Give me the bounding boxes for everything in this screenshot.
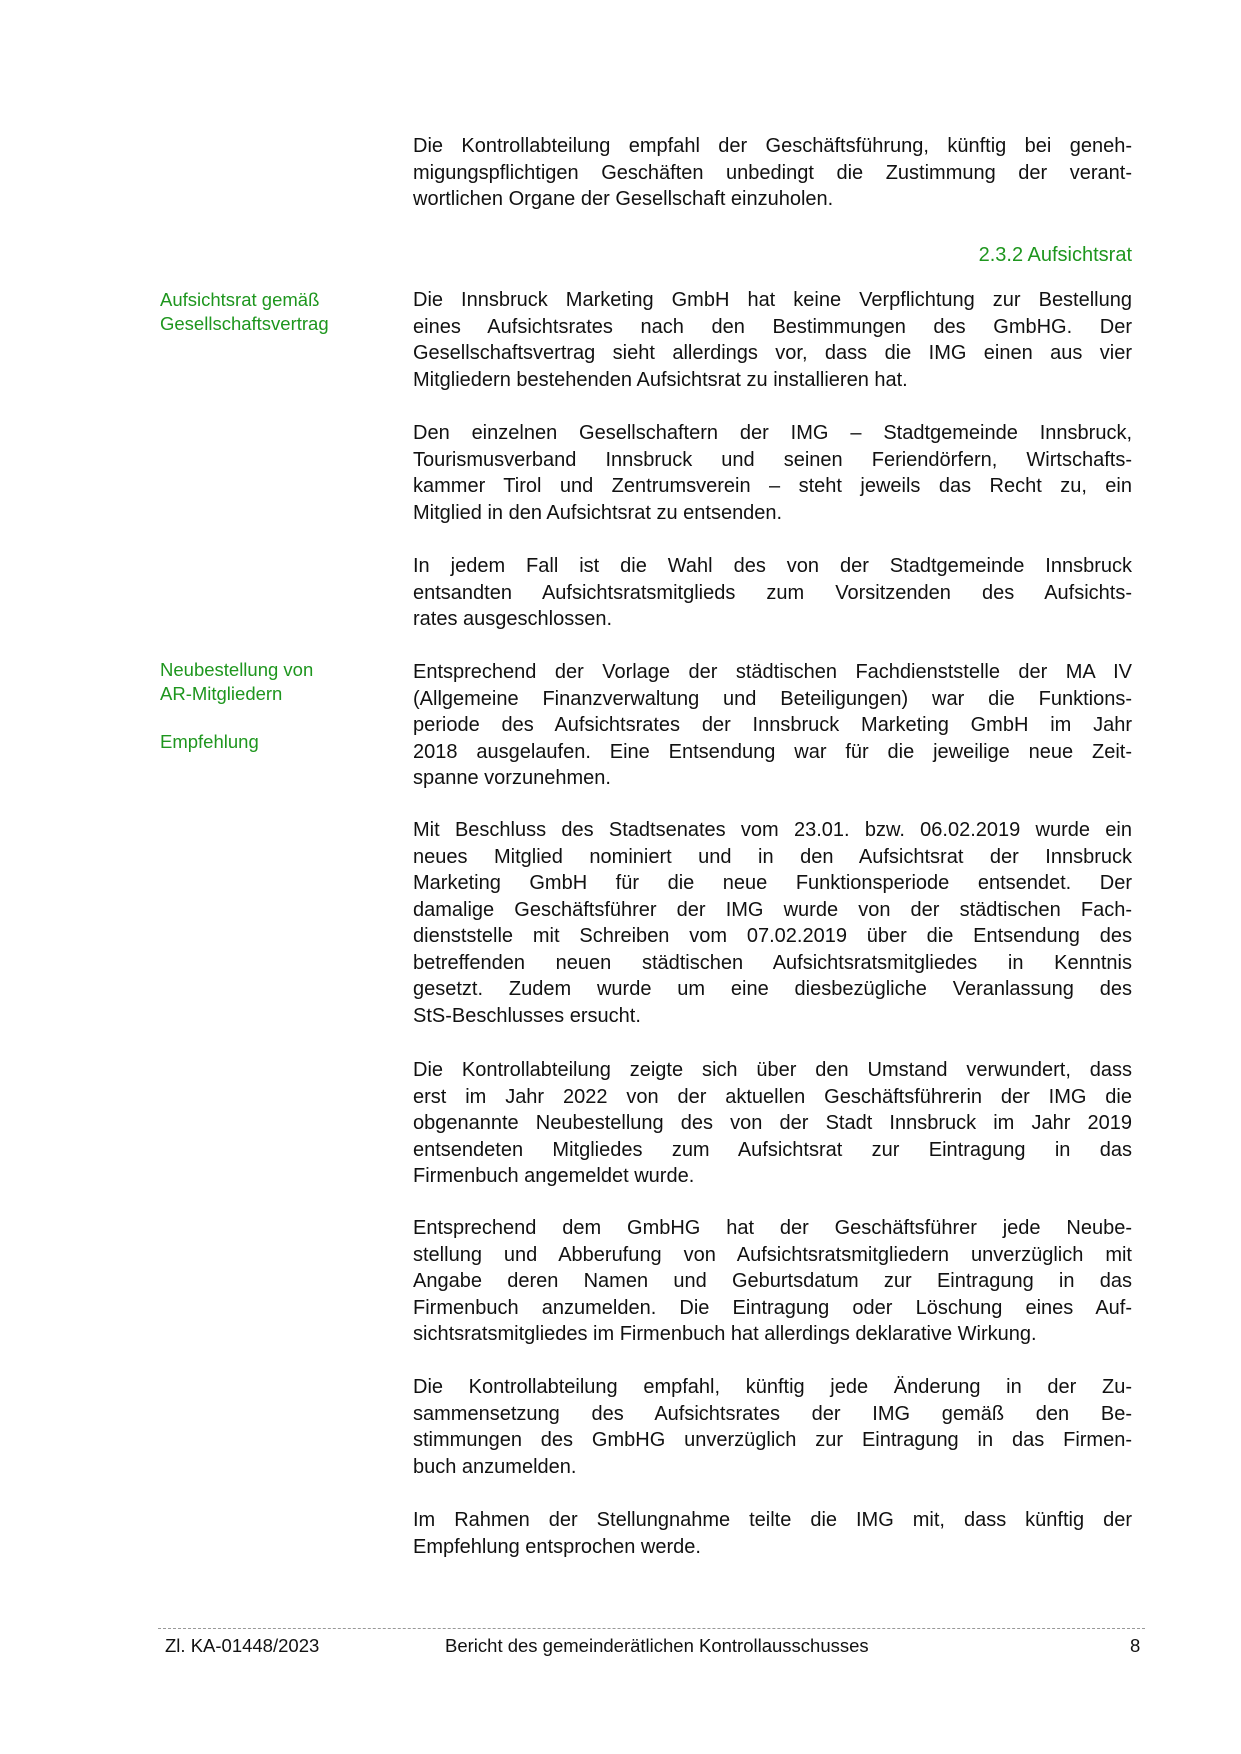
text-line: Empfehlung entsprochen werde. xyxy=(413,1535,701,1558)
text-line: eines Aufsichtsrates nach den Bestimmungen des GmbHG. Der xyxy=(413,315,1132,338)
paragraph xyxy=(413,1057,1132,1190)
text-line: betreffenden neuen städtischen Aufsichtsratsmitgliedes in Kenntnis xyxy=(413,951,1132,974)
text-line: StS-Beschlusses ersucht. xyxy=(413,1004,641,1027)
text-line: 2018 ausgelaufen. Eine Entsendung war für die jeweilige neue Zeit- xyxy=(413,740,1132,763)
text-line: Entsprechend der Vorlage der städtischen Fachdienststelle der MA IV xyxy=(413,661,1132,683)
paragraph xyxy=(413,553,1132,633)
text-line: Die Innsbruck Marketing GmbH hat keine Verpflichtung zur Bestellung xyxy=(413,289,1132,311)
paragraph xyxy=(413,420,1132,526)
footer-divider xyxy=(158,1628,1145,1629)
paragraph xyxy=(413,287,1132,393)
footer-title: Bericht des gemeinderätlichen Kontrollausschusses xyxy=(445,1635,869,1656)
paragraph xyxy=(413,1507,1132,1560)
text-line: Mit Beschluss des Stadtsenates vom 23.01. bzw. 06.02.2019 wurde ein xyxy=(413,819,1132,841)
text-line: obgenannte Neubestellung des von der Stadt Innsbruck im Jahr 2019 xyxy=(413,1112,1132,1135)
text-line: In jedem Fall ist die Wahl des von der Stadtgemeinde Innsbruck xyxy=(413,555,1132,577)
margin-note-aufsichtsrat xyxy=(160,288,329,336)
text-line: Im Rahmen der Stellungnahme teilte die IMG mit, dass künftig der xyxy=(413,1509,1132,1531)
margin-note-line: Neubestellung von xyxy=(160,659,314,680)
text-line: Den einzelnen Gesellschaftern der IMG – Stadtgemeinde Innsbruck, xyxy=(413,422,1132,444)
margin-note-line: AR-Mitgliedern xyxy=(160,683,283,704)
text-line: entsandten Aufsichtsratsmitglieds zum Vorsitzenden des Aufsichts- xyxy=(413,581,1132,604)
text-line: kammer Tirol und Zentrumsverein – steht jeweils das Recht zu, ein xyxy=(413,475,1132,498)
text-line: sichtsratsmitgliedes im Firmenbuch hat allerdings deklarative Wirkung. xyxy=(413,1323,1037,1346)
text-line: stimmungen des GmbHG unverzüglich zur Eintragung in das Firmen- xyxy=(413,1429,1132,1452)
text-line: Marketing GmbH für die neue Funktionsperiode entsendet. Der xyxy=(413,872,1132,895)
text-line: Die Kontrollabteilung empfahl, künftig jede Änderung in der Zu- xyxy=(413,1376,1132,1398)
text-line: damalige Geschäftsführer der IMG wurde von der städtischen Fach- xyxy=(413,898,1132,921)
text-line: stellung und Abberufung von Aufsichtsratsmitgliedern unverzüglich mit xyxy=(413,1243,1132,1266)
margin-note-empfehlung: Empfehlung xyxy=(160,731,259,752)
text-line: Mitglied in den Aufsichtsrat zu entsenden. xyxy=(413,501,783,524)
paragraph xyxy=(413,133,1132,213)
text-line: Mitgliedern bestehenden Aufsichtsrat zu installieren hat. xyxy=(413,368,908,391)
margin-note-neubestellung xyxy=(160,658,313,706)
text-line: migungspflichtigen Geschäften unbedingt die Zustimmung der verant- xyxy=(413,161,1132,184)
margin-note-line: Gesellschaftsvertrag xyxy=(160,313,329,334)
text-line: Entsprechend dem GmbHG hat der Geschäftsführer jede Neube- xyxy=(413,1217,1132,1239)
text-line: periode des Aufsichtsrates der Innsbruck Marketing GmbH im Jahr xyxy=(413,714,1132,737)
page-number: 8 xyxy=(1130,1635,1141,1656)
text-line: buch anzumelden. xyxy=(413,1455,577,1478)
text-line: entsendeten Mitgliedes zum Aufsichtsrat zur Eintragung in das xyxy=(413,1138,1132,1161)
text-line: dienststelle mit Schreiben vom 07.02.2019 über die Entsendung des xyxy=(413,925,1132,948)
text-line: Firmenbuch anzumelden. Die Eintragung oder Löschung eines Auf- xyxy=(413,1296,1132,1319)
margin-note-line: Aufsichtsrat gemäß xyxy=(160,289,320,310)
text-line: Angabe deren Namen und Geburtsdatum zur Eintragung in das xyxy=(413,1270,1132,1293)
text-line: neues Mitglied nominiert und in den Aufsichtsrat der Innsbruck xyxy=(413,845,1132,868)
text-line: rates ausgeschlossen. xyxy=(413,608,613,631)
text-line: wortlichen Organe der Gesellschaft einzuholen. xyxy=(413,188,834,211)
text-line: Die Kontrollabteilung empfahl der Geschäftsführung, künftig bei geneh- xyxy=(413,135,1132,157)
text-line: Gesellschaftsvertrag sieht allerdings vor, dass die IMG einen aus vier xyxy=(413,342,1132,365)
paragraph xyxy=(413,659,1132,792)
text-line: erst im Jahr 2022 von der aktuellen Geschäftsführerin der IMG die xyxy=(413,1085,1132,1108)
paragraph xyxy=(413,817,1132,1029)
text-line: spanne vorzunehmen. xyxy=(413,767,611,790)
text-line: Tourismusverband Innsbruck und seinen Feriendörfern, Wirtschafts- xyxy=(413,448,1132,471)
footer-reference: Zl. KA-01448/2023 xyxy=(165,1635,320,1656)
text-line: (Allgemeine Finanzverwaltung und Beteiligungen) war die Funktions- xyxy=(413,687,1132,710)
text-line: sammensetzung des Aufsichtsrates der IMG gemäß den Be- xyxy=(413,1402,1132,1425)
paragraph xyxy=(413,1215,1132,1348)
text-line: Die Kontrollabteilung zeigte sich über den Umstand verwundert, dass xyxy=(413,1059,1132,1081)
text-line: Firmenbuch angemeldet wurde. xyxy=(413,1165,695,1188)
paragraph xyxy=(413,1374,1132,1480)
text-line: gesetzt. Zudem wurde um eine diesbezügliche Veranlassung des xyxy=(413,978,1132,1001)
section-heading: 2.3.2 Aufsichtsrat xyxy=(978,244,1132,266)
